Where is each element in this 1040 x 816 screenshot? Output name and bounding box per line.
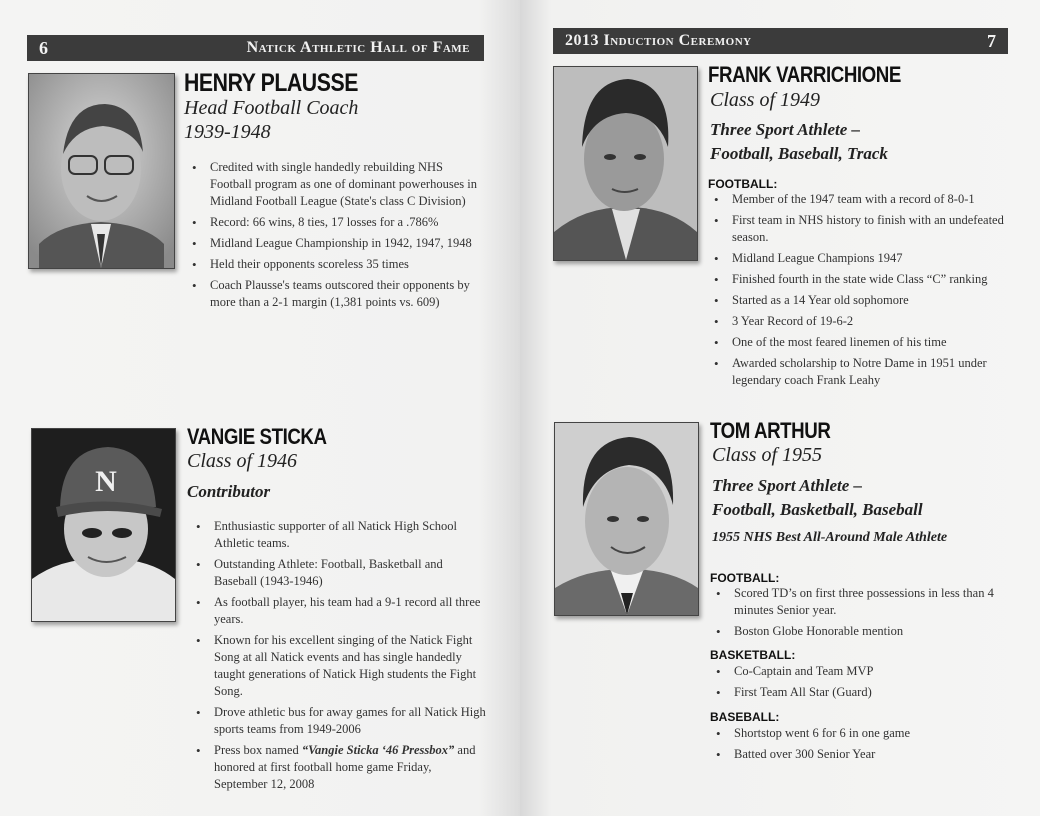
- sticka-class: Class of 1946: [187, 450, 298, 472]
- list-item: • Batted over 300 Senior Year: [712, 746, 1014, 763]
- plausse-years: 1939-1948: [184, 121, 271, 143]
- arthur-sport-line1: Three Sport Athlete –: [712, 476, 863, 495]
- list-item: • First Team All Star (Guard): [712, 684, 1014, 701]
- varrichione-sport-line1: Three Sport Athlete –: [710, 120, 861, 139]
- arthur-name: TOM ARTHUR: [710, 418, 831, 443]
- list-item: • Midland League Championship in 1942, 1947, 1948: [188, 235, 486, 252]
- list-item: • Member of the 1947 team with a record of 8-0-1: [710, 191, 1016, 208]
- arthur-award: 1955 NHS Best All-Around Male Athlete: [712, 530, 948, 545]
- list-item: • Scored TD’s on first three possessions in less than 4 minutes Senior year.: [712, 585, 1014, 619]
- sticka-photo: [31, 428, 176, 622]
- cap-letter: N: [95, 465, 117, 498]
- list-item: • One of the most feared linemen of his time: [710, 334, 1016, 351]
- pressbox-text-pre: Press box named: [214, 743, 302, 757]
- list-item: • Drove athletic bus for away games for all Natick High sports teams from 1949-2006: [192, 704, 488, 738]
- list-item: • Midland League Champions 1947: [710, 250, 1016, 267]
- plausse-role: Head Football Coach: [184, 97, 359, 119]
- list-item: [192, 742, 488, 793]
- list-item: • Credited with single handedly rebuilding NHS Football program as one of dominant powerhouses in Midland Football League (State's class C Division): [188, 159, 486, 210]
- list-item: • Enthusiastic supporter of all Natick High School Athletic teams.: [192, 518, 488, 552]
- pressbox-name: “Vangie Sticka ‘46 Pressbox”: [301, 743, 455, 757]
- list-item: • Record: 66 wins, 8 ties, 17 losses for a .786%: [188, 214, 486, 231]
- list-item: • Coach Plausse's teams outscored their opponents by more than a 2-1 margin (1,381 points vs. 609): [188, 277, 486, 311]
- plausse-name: HENRY PLAUSSE: [184, 69, 358, 97]
- list-item: • Boston Globe Honorable mention: [712, 623, 1014, 640]
- sticka-bullets: [192, 518, 488, 797]
- varrichione-sport-line2: Football, Baseball, Track: [710, 144, 888, 163]
- right-banner: [553, 28, 1008, 54]
- arthur-photo: [554, 422, 699, 616]
- list-item: • As football player, his team had a 9-1 record all three years.: [192, 594, 488, 628]
- list-item: • Awarded scholarship to Notre Dame in 1951 under legendary coach Frank Leahy: [710, 355, 1016, 389]
- arthur-sport-line2: Football, Basketball, Baseball: [712, 500, 923, 519]
- list-item: • 3 Year Record of 19-6-2: [710, 313, 1016, 330]
- arthur-football-heading: FOOTBALL:: [710, 571, 780, 585]
- right-page-number: 7: [987, 30, 996, 51]
- list-item: • Finished fourth in the state wide Class “C” ranking: [710, 271, 1016, 288]
- arthur-basketball-heading: BASKETBALL:: [710, 648, 796, 662]
- varrichione-photo: [553, 66, 698, 261]
- list-item: • Shortstop went 6 for 6 in one game: [712, 725, 1014, 742]
- varrichione-football-heading: FOOTBALL:: [708, 177, 778, 191]
- list-item: • Held their opponents scoreless 35 times: [188, 256, 486, 273]
- varrichione-class: Class of 1949: [710, 89, 821, 111]
- right-banner-title: 2013 Induction Ceremony: [565, 32, 752, 49]
- plausse-bullets: [188, 159, 486, 315]
- sticka-role: Contributor: [187, 482, 271, 501]
- arthur-baseball-heading: BASEBALL:: [710, 710, 780, 724]
- right-page: [520, 0, 1040, 816]
- arthur-basketball-bullets: [712, 663, 1014, 705]
- arthur-baseball-bullets: [712, 725, 1014, 767]
- arthur-class: Class of 1955: [712, 444, 823, 466]
- list-item: • Known for his excellent singing of the Natick Fight Song at all Natick events and has single handedly taught generations of Natick High students the Fight Song.: [192, 632, 488, 700]
- plausse-photo: [28, 73, 175, 269]
- list-item: • Started as a 14 Year old sophomore: [710, 292, 1016, 309]
- list-item: • Outstanding Athlete: Football, Basketball and Baseball (1943-1946): [192, 556, 488, 590]
- left-page-number: 6: [39, 37, 48, 58]
- list-item: • First team in NHS history to finish with an undefeated season.: [710, 212, 1016, 246]
- left-banner: [27, 35, 484, 61]
- arthur-football-bullets: [712, 585, 1014, 644]
- varrichione-bullets: [710, 191, 1016, 393]
- list-item: • Co-Captain and Team MVP: [712, 663, 1014, 680]
- pressbox-text-post: and honored at first football home game Friday, September 12, 2008: [214, 743, 476, 791]
- varrichione-name: FRANK VARRICHIONE: [708, 62, 901, 87]
- left-banner-title: Natick Athletic Hall of Fame: [246, 39, 470, 56]
- sticka-name: VANGIE STICKA: [187, 424, 327, 449]
